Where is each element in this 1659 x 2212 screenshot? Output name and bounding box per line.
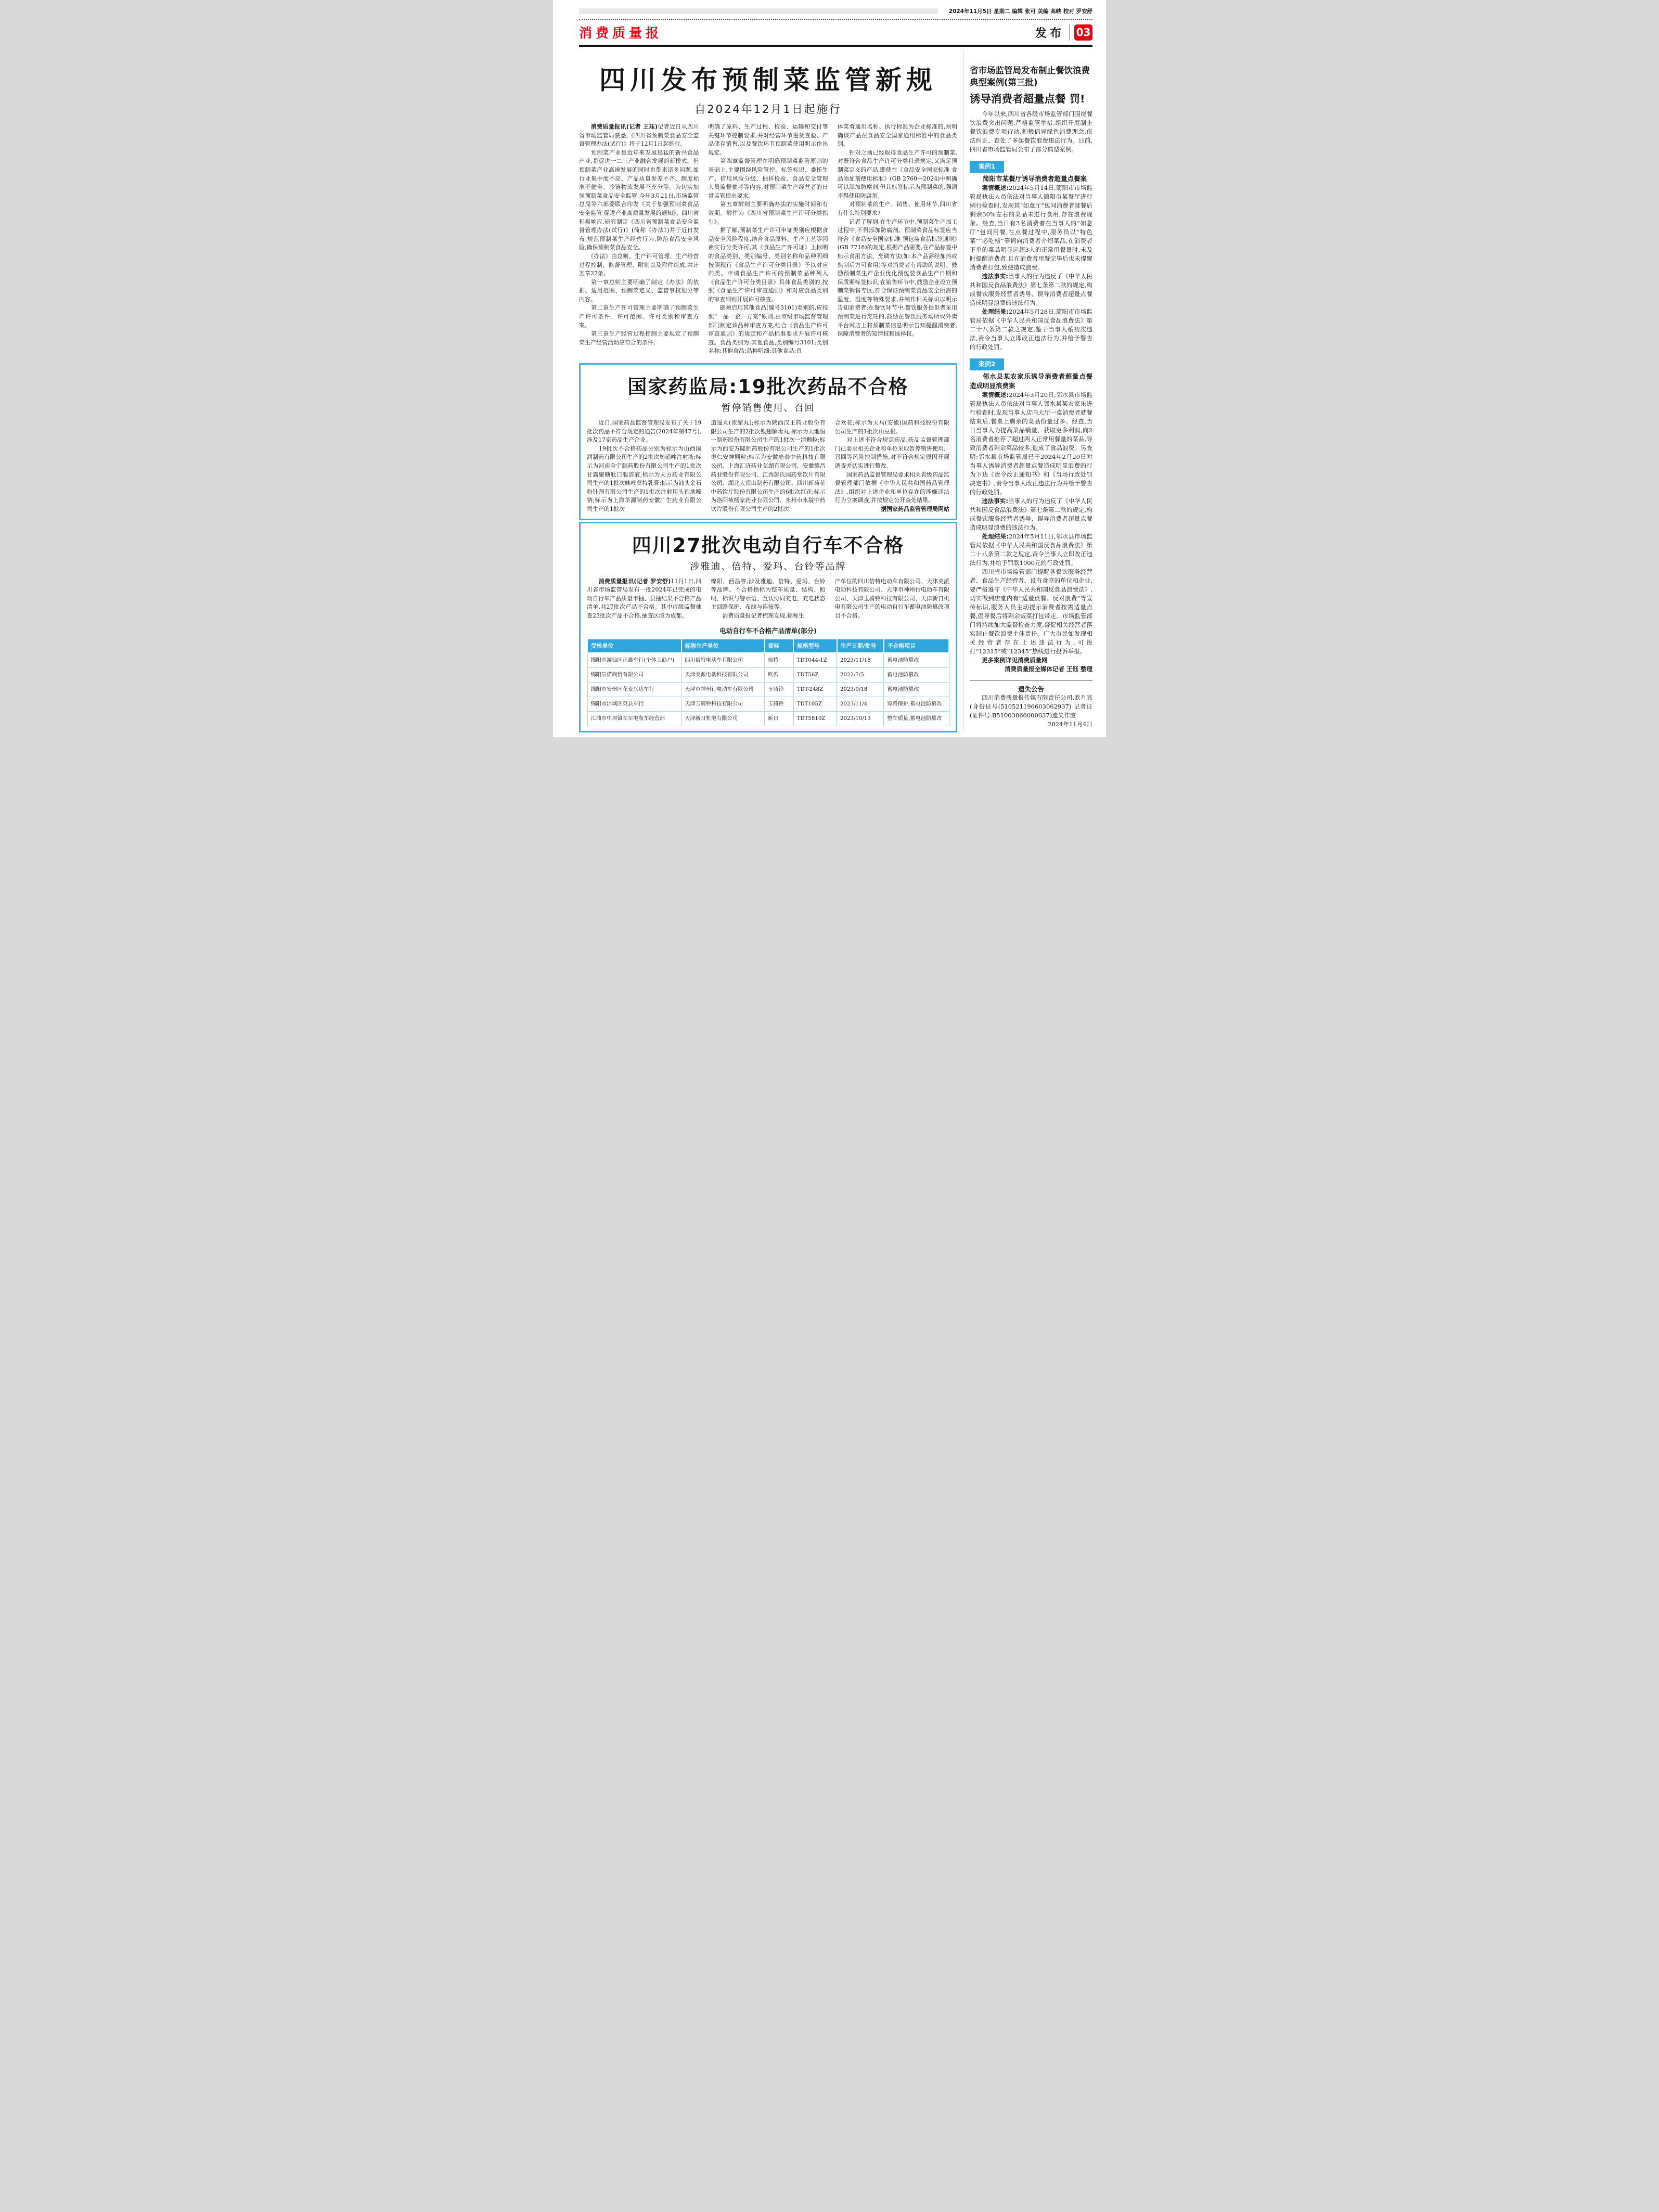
- table-header-cell: 规格型号: [793, 639, 837, 653]
- table-cell: 玉骑铃: [765, 697, 794, 711]
- bike-article-title: 四川27批次电动自行车不合格: [632, 534, 905, 557]
- paragraph: 针对之前已经取得食品生产许可的预制菜,对既符合食品生产许可分类目录规定,又满足预制菜定义的产品,即使在《食品安全国家标准 食品添加剂使用标准》(GB 2760—2024)中明确可以添加防腐剂,但其标签标示为预制菜的,强调不得使用防腐剂。: [837, 149, 957, 199]
- paragraph: 第一章总则主要明确了制定《办法》的依据、适用范围、预制菜定义、监管事权划分等内容。: [579, 278, 699, 303]
- header-gray-bar: [579, 8, 938, 14]
- paragraph-label: 案情概述:: [970, 391, 1009, 398]
- lead-article-subtitle: 自2024年12月1日起施行: [695, 103, 842, 115]
- case-paragraph: 违法事实:当事人的行为违反了《中华人民共和国反食品浪费法》第七条第二款的规定,构成餐饮服务经营者诱导、误导消费者超量点餐造成明显浪费的违法行为。: [970, 497, 1092, 531]
- case-paragraph: 案情概述:2024年3月20日,邻水县市场监管局执法人员依法对当事人邻水县某农家乐进行检查时,发现当事人店内大厅一桌消费者就餐结束后,餐桌上剩余的菜品份量过多。经查,当日当事人为提高菜品销量、获取更多利润,向2名消费者推荐了超过两人正常用餐量的菜品,导致消费者剩余菜品较多,造成了食品浪费。另查明:邻水县市场监管局已于2024年2月20日对当事人诱导消费者超量点餐造成明显浪费的行为下达《责令改正通知书》和《当场行政处罚决定书》,责令当事人改正违法行为并给予警告的行政处罚。: [970, 391, 1092, 496]
- table-cell: 玉骑铃: [765, 682, 794, 697]
- table-cell: TDT-248Z: [793, 682, 837, 697]
- lost-notice-body: 四川消费质量报传媒有限责任公司,欧月宾(身份证号(510521196603062937) 记者证(证件号:B51003866000037)遗失作废: [970, 694, 1092, 719]
- case-badge: 案例1: [970, 161, 1004, 173]
- table-row: [587, 711, 949, 726]
- left-main-column: [579, 51, 957, 732]
- paragraph-label: 处理结果:: [970, 308, 1009, 315]
- sidebar-intro: 今年以来,四川省各级市场监管部门围绕餐饮浪费突出问题,严格监管举措,组织开展制止餐饮浪费专项行动,积极倡导绿色消费理念,依法纠正、查处了多起餐饮浪费违法行为。日前,四川省市场监管局公布了部分典型案例。: [970, 110, 1092, 153]
- drug-article-columns: [587, 419, 949, 514]
- table-cell: TDT5810Z: [793, 711, 837, 726]
- paragraph-label: 违法事实:: [970, 273, 1009, 280]
- table-header-cell: 受检单位: [587, 639, 681, 653]
- article-column: [838, 123, 957, 356]
- bike-article-box: [579, 522, 957, 732]
- paragraph: 记者了解到,在生产环节中,预制菜生产加工过程中,不得添加防腐剂。预制菜食品标签应当符合《食品安全国家标准 预包装食品标签通则》(GB 7718)的规定,根据产品需要,在产品标签中标示食用方法、烹调方法(如:本产品需经加热或熟制后方可食用)等对消费者有帮助的说明。鼓励预制菜生产企业优化预包装食品生产日期和保质期标签标识;在销售环节中,鼓励企业设立预制菜销售专区,符合保证预制菜食品安全所需的温度、湿度等特殊要求,并制作相关标识以明示告知消费者;在餐饮环节中,餐饮服务提供者采用预制菜进行烹饪的,鼓励在餐饮服务场所或外卖平台网店上将预制菜信息明示告知提醒消费者,保障消费者的知情权和选择权。: [837, 218, 957, 338]
- paragraph: 合欢花;标示为天马(安徽)国药科技股份有限公司生产的1批次山豆根。: [834, 419, 949, 435]
- paragraph: 绵阳、西昌等,涉及雅迪、倍特、爱玛、台铃等品牌。不合格指标为整车质量、结构、照明、标识与警示语、互认协同充电、充电状态主回路保护、布线与连接等。: [711, 577, 826, 611]
- table-cell: 2023/10/13: [837, 711, 884, 726]
- case-paragraph: 处理结果:2024年5月28日,简阳市市场监管局依据《中华人民共和国反食品浪费法》第二十八条第二款之规定,鉴于当事人系初次违法,责令当事人立即改正违法行为,并给予警告的行政处罚。: [970, 308, 1092, 351]
- table-header-cell: 标称生产单位: [681, 639, 765, 653]
- table-cell: 整车质量,蓄电池防篡改: [884, 711, 949, 726]
- dotted-rule: [579, 19, 1092, 20]
- paragraph-label: 案情概述:: [970, 184, 1009, 191]
- table-cell: 2022/7/5: [837, 667, 884, 682]
- table-header-cell: 不合格项目: [884, 639, 949, 653]
- paragraph: 19批次不合格药品分别为标示为山西国润制药有限公司生产的2批次奥硝唑注射液;标示为河南全宇制药股份有限公司生产的1批次甘露聚糖肽口服溶液;标示为天方药业有限公司生产的1批次咪喹莫特乳膏;标示为汕头金石粉针剂有限公司生产的1批次注射用头孢地嗪钠;标示为上海华源制药安徽广生药业有限公司生产的1批次: [587, 445, 702, 512]
- article-column: [587, 577, 701, 621]
- paragraph: 消费质量报记者梳理发现,标称生: [711, 612, 804, 619]
- table-cell: 绵阳市涪城区英县车行: [587, 697, 681, 711]
- table-cell: TDT56Z: [793, 667, 837, 682]
- table-row: [587, 682, 949, 697]
- article-column: [835, 419, 949, 514]
- paragraph: 对预制菜的生产、销售、使用环节,四川省有什么特别要求?: [837, 201, 957, 216]
- table-cell: 天津玉骑铃科技有限公司: [681, 697, 765, 711]
- table-row: [587, 653, 949, 668]
- article-column: [708, 123, 828, 356]
- lost-notice-date: 2024年11月4日: [1048, 721, 1092, 728]
- table-cell: 2023/11/4: [837, 697, 884, 711]
- sidebar-cases: [970, 154, 1092, 568]
- table-caption: 电动自行车不合格产品清单(部分): [719, 626, 817, 635]
- paragraph: 逍遥丸(浓缩丸);标示为陕西汉王药业股份有限公司生产的2批次银翘解毒丸;标示为天地恒一制药股份有限公司生产的1批次一清颗粒;标示为西安万隆制药股份有限公司生产的1批次枣仁安神颗粒;标示为安徽亳泰中药科技有限公司、上海汇济药业芜湖有限公司、安徽德昌药业股份有限公司、江西彭氏国药堂饮片有限公司、湖北大顶山制药有限公司、四川新荷花中药饮片股份有限公司生产的6批次红花;标示为洛阳祯杨家药业有限公司、永州市永靛中药饮片股份有限公司生产的2批次: [711, 419, 826, 512]
- table-cell: 2023/11/18: [837, 653, 884, 668]
- table-cell: 倍特: [765, 653, 794, 668]
- paragraph-label: 违法事实:: [970, 497, 1009, 505]
- paragraph-label: 处理结果:: [970, 533, 1009, 540]
- paragraph: 明确了原料、生产过程、检验、运输和交付等关键环节控制要求,并对经营环节进货查验、产品储存销售,以及餐饮环节预制菜使用明示作出规定。: [708, 123, 828, 156]
- section-area: [1035, 24, 1092, 41]
- lead-article-columns: [579, 123, 957, 356]
- drug-article-subtitle: 暂停销售使用、召回: [721, 403, 815, 414]
- paragraph: 据了解,预制菜生产许可申证类别应根据食品安全风险程度,结合食品原料、生产工艺等因素实行分类许可,其《食品生产许可证》上标明的食品类别、类别编号、类别名称和品种明细按照现行《食品生产许可分类目录》予以对应归类。申请食品生产许可的预制菜品种列入《食品生产许可分类目录》具体食品类别的,按照《食品生产许可审查通则》和对应食品类别的审查细则开展许可核查。: [708, 227, 828, 303]
- drug-article-title: 国家药监局:19批次药品不合格: [627, 376, 909, 398]
- sidebar-column: [963, 51, 1092, 732]
- case-title: 简阳市某餐厅诱导消费者超量点餐案: [983, 175, 1087, 183]
- table-cell: TDT105Z: [793, 697, 837, 711]
- newspaper-page: [553, 0, 1106, 737]
- table-cell: 蓄电池防篡改: [884, 667, 949, 682]
- page-number-badge: 03: [1074, 24, 1092, 41]
- table-cell: 欧派: [765, 667, 794, 682]
- table-row: [587, 697, 949, 711]
- case-badge: 案例2: [970, 358, 1004, 370]
- paragraph: 确须启用其他食品(编号3101)类别的,应按照“一品一企一方案”原则,由市级市场监督管理部门制定该品种审查方案,结合《食品生产许可审查通则》的规定和产品标准要求开展许可核查。食品类别为:其他食品,类别编号3101;类别名称:其他食品;品种明细:其他食品:具: [708, 304, 828, 355]
- paragraph: 近日,国家药品监督管理局发布了关于19批次药品不符合规定的通告(2024年第47号),涉及17家药品生产企业。: [587, 419, 702, 444]
- masthead-rule: [579, 45, 1092, 47]
- paragraph: 第二章生产许可管理主要明确了预制菜生产许可条件、许可范围、许可类别和审查方案。: [579, 304, 699, 329]
- drug-article-box: [579, 363, 957, 520]
- case-paragraph: 案情概述:2024年5月14日,简阳市市场监管局执法人员依法对当事人简阳市某餐厅进行例行检查时,发现其“如意厅”包间消费者就餐后剩余30%左右的菜品未进行食用,存在浪费现象。经查,当日有3名消费者在当事人的“如意厅”包间用餐,在点餐过程中,服务员以“特色菜”“必吃榜”等词向消费者介绍菜品,在消费者下单的菜品明显远超3人的正常用餐量时,未及时提醒消费者,且在消费者用餐完毕后也未提醒消费者打包,致使造成浪费。: [970, 184, 1092, 271]
- paragraph: 国家药品监督管理局要求相关省级药品监督管理部门依据《中华人民共和国药品管理法》,组织对上述企业和单位存在的涉嫌违法行为立案调查,并按规定公开查处结果。: [834, 471, 949, 504]
- sidebar-headline: 诱导消费者超量点餐 罚!: [970, 93, 1085, 105]
- table-header-cell: 生产日期/批号: [837, 639, 884, 653]
- paragraph-label: 消费质量报讯(记者 罗安舒): [587, 577, 671, 585]
- masthead-row: [579, 23, 1092, 41]
- paragraph: 第四章监督管理在明确预制菜监管原则的基础上,主要围绕风险管控、标签标识、委托生产、信用风险分级、抽样检验、食品安全管理人员监督抽考等内容,对预制菜生产经营者的日常监管提出要求。: [708, 158, 828, 199]
- article-column: [587, 419, 701, 514]
- header-top-row: [579, 7, 1092, 15]
- table-cell: 绵阳辰偌商贸有限公司: [587, 667, 681, 682]
- paragraph: 消费质量报讯(记者 王珏)记者近日从四川省市场监管局获悉,《四川省预制菜食品安全监督管理办法(试行)》将于12月1日起施行。: [579, 123, 699, 148]
- table-cell: 蓄电池防篡改: [884, 653, 949, 668]
- table-cell: 四川倍特电动车有限公司: [681, 653, 765, 668]
- table-cell: 蓄电池防篡改: [884, 682, 949, 697]
- table-cell: TDT044-1Z: [793, 653, 837, 668]
- paragraph: 《办法》由总则、生产许可管理、生产经营过程控制、监督管理、附则以及附件组成,共计五章27条。: [579, 252, 699, 277]
- article-column: [835, 577, 949, 621]
- table-cell: 江油市中坝镇军军电瓶车经营部: [587, 711, 681, 726]
- table-header-row: [587, 639, 949, 653]
- table-cell: 短路保护,蓄电池防篡改: [884, 697, 949, 711]
- lead-article-title: 四川发布预制菜监管新规: [599, 65, 937, 95]
- section-label: 发布: [1035, 27, 1064, 40]
- case-title: 邻水县某农家乐诱导消费者超量点餐造成明显浪费案: [970, 372, 1092, 390]
- paragraph-label: 消费质量报讯(记者 王珏): [579, 123, 658, 130]
- table-row: [587, 667, 949, 682]
- paragraph: 第三章生产经营过程控制主要规定了预制菜生产经营活动应符合的条件,: [579, 330, 699, 346]
- sidebar-more-link-text: 更多案例详见消费质量网: [982, 657, 1048, 664]
- paragraph: 体菜肴通用名称。执行标准为企业标准的,须明确该产品在食品安全国家通用标准中的食品类别。: [837, 123, 957, 148]
- table-cell: 天津市神州行电动车有限公司: [681, 682, 765, 697]
- sidebar-kicker: 省市场监管局发布制止餐饮浪费典型案例(第三批): [970, 66, 1090, 87]
- table-cell: 2023/9/18: [837, 682, 884, 697]
- dateline: 2024年11月5日 星期二 编辑 张可 美编 高峡 校对 罗安舒: [948, 8, 1092, 15]
- sidebar-byline: 消费质量报全媒体记者 王钰 整理: [1004, 665, 1092, 673]
- table-cell: 天津新日机电有限公司: [681, 711, 765, 726]
- table-cell: 天津美派电动科技有限公司: [681, 667, 765, 682]
- article-column: [711, 419, 825, 514]
- masthead-logo: 消费质量报: [579, 25, 663, 41]
- paragraph: 预制菜产业是近年来发展迅猛的新兴食品产业,是促进一二三产业融合发展的新模式。但预制菜产业高速发展的同时也带来诸多问题,如行业集中度不高、产品质量参差不齐、制度标准不健全、冷链物流发展不充分等。为切实加强预制菜食品安全监管,今年3月21日,市场监管总局等六部委联合印发《关于加强预制菜食品安全监管 促进产业高质量发展的通知》。四川省积极响应,研究制定《四川省预制菜食品安全监督管理办法(试行)》(简称《办法》)并于近日发布,规范预制菜生产经营行为,防范食品安全风险,确保预制菜食品安全。: [579, 149, 699, 251]
- case-paragraph: 违法事实:当事人的行为违反了《中华人民共和国反食品浪费法》第七条第二款的规定,构成餐饮服务经营者诱导、误导消费者超量点餐造成明显浪费的违法行为。: [970, 273, 1092, 306]
- paragraph: 第五章附则主要明确办法的实施时间和有效期。附件为《四川省预制菜生产许可分类指引》。: [708, 201, 828, 225]
- section-divider: [1069, 24, 1070, 41]
- main-area: [579, 51, 1092, 732]
- paragraph: 产单位的四川倍特电动车有限公司、天津美派电动科技有限公司、天津市神州行电动车有限公司、天津玉骑铃科技有限公司、天津新日机电有限公司生产的电动自行车蓄电池防篡改项目不合格。: [834, 577, 949, 619]
- article-source-byline: 据国家药品监管管理局网站: [880, 505, 949, 512]
- bike-article-subtitle: 涉雅迪、倍特、爱玛、台铃等品牌: [690, 561, 846, 572]
- paragraph: 消费质量报讯(记者 罗安舒)11月1日,四川省市场监管局发布一批2024年已完成的电动自行车产品质量市抽、县抽结果不合格产品清单,共27批次产品不合格。其中市级监督抽查23批次产品不合格,抽查区域为成都、: [587, 577, 702, 619]
- table-cell: 新日: [765, 711, 794, 726]
- article-column: [711, 577, 825, 621]
- defective-products-table: [587, 638, 949, 726]
- article-column: [579, 123, 699, 356]
- lost-notice-title: 遗失公告: [1018, 685, 1044, 693]
- table-cell: 绵阳市游仙区正鑫车行(个体工商户): [587, 653, 681, 668]
- bike-article-columns: [587, 577, 949, 621]
- table-cell: 绵阳市安州区花麦兴达车行: [587, 682, 681, 697]
- sidebar-closing: 四川省市场监管部门提醒各餐饮服务经营者、食品生产经营者、设有食堂的单位和企业,要严格遵守《中华人民共和国反食品浪费法》,切实做到店堂内有“适量点餐、反对浪费”等宣传标识,服务人员主动提示消费者按需适量点餐,倡导餐后将剩余饭菜打包带走。市场监管部门将持续加大监督检查力度,督促相关经营者落实制止餐饮浪费主体责任。广大市民如发现相关经营者存在上述违法行为,可拨打“12315”或“12345”热线进行投诉举报。: [970, 568, 1092, 655]
- table-header-cell: 商标: [765, 639, 794, 653]
- paragraph: 对上述不符合规定药品,药品监督管理部门已要求相关企业和单位采取暂停销售使用、召回等风险控制措施,对不符合规定原因开展调查并切实进行整改。: [834, 436, 949, 469]
- case-paragraph: 处理结果:2024年5月11日,邻水县市场监管局依据《中华人民共和国反食品浪费法》第二十八条第二款之规定,责令当事人立即改正违法行为,并给予罚款1000元的行政处罚。: [970, 533, 1092, 567]
